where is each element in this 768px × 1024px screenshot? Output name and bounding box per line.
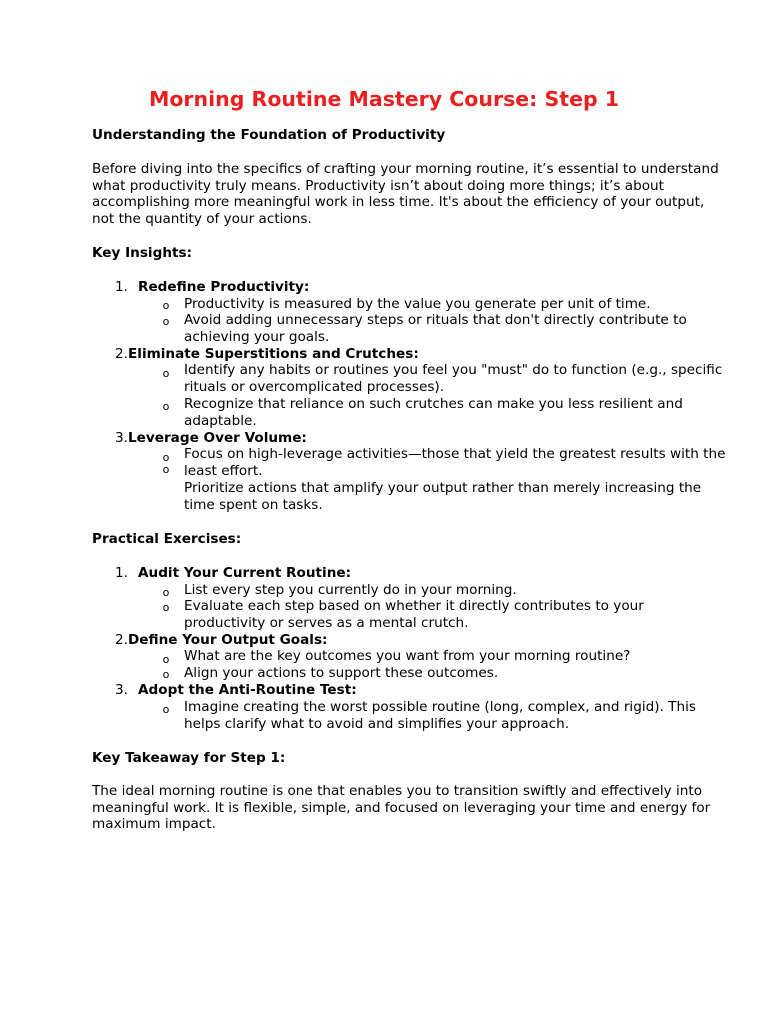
key-takeaway-heading: Key Takeaway for Step 1: bbox=[92, 750, 286, 766]
bullet-icon: o bbox=[162, 451, 170, 464]
intro-paragraph: Before diving into the specifics of crafting your morning routine, it’s essential to understand what productivity truly means. Productivity isn’t about doing more things; it’s about accomplishing more meaningful work in less time. It's about the efficiency of your output, not the quantity of your actions. bbox=[92, 161, 719, 227]
insight-2-bullet-1: Identify any habits or routines you feel you "must" do to function (e.g., specific rituals or overcomplicated processes). bbox=[184, 362, 723, 395]
exercise-1-bullet-1: List every step you currently do in your morning. bbox=[184, 582, 517, 598]
insight-3-bullet-2: Prioritize actions that amplify your output rather than merely increasing the time spent on tasks. bbox=[184, 480, 702, 513]
insight-3-bullet-1: Focus on high-leverage activities—those that yield the greatest results with the least effort. bbox=[184, 446, 726, 479]
bullet-icon: o bbox=[162, 653, 170, 666]
insight-1-number: 1. bbox=[115, 279, 128, 295]
exercise-3-number: 3. bbox=[115, 682, 128, 698]
bullet-icon: o bbox=[162, 668, 170, 681]
insight-3-label: Leverage Over Volume: bbox=[128, 430, 307, 446]
exercise-1-bullet-2: Evaluate each step based on whether it directly contributes to your productivity or serves as a mental crutch. bbox=[184, 598, 644, 631]
insight-3-number: 3. bbox=[115, 430, 128, 446]
takeaway-paragraph: The ideal morning routine is one that enables you to transition swiftly and effectively into meaningful work. It is flexible, simple, and focused on leveraging your time and energy for maximum impact. bbox=[92, 783, 711, 833]
bullet-icon: o bbox=[162, 400, 170, 413]
insight-1-label: Redefine Productivity: bbox=[138, 279, 310, 295]
insight-1-bullet-1: Productivity is measured by the value you generate per unit of time. bbox=[184, 296, 651, 312]
insight-2-label: Eliminate Superstitions and Crutches: bbox=[128, 346, 419, 362]
key-insights-heading: Key Insights: bbox=[92, 245, 193, 261]
page-title: Morning Routine Mastery Course: Step 1 bbox=[148, 87, 620, 111]
exercise-2-number: 2. bbox=[115, 632, 128, 648]
exercise-2-label: Define Your Output Goals: bbox=[128, 632, 328, 648]
exercise-3-label: Adopt the Anti-Routine Test: bbox=[138, 682, 357, 698]
bullet-icon: o bbox=[162, 299, 170, 312]
exercise-2-bullet-1: What are the key outcomes you want from your morning routine? bbox=[184, 648, 631, 664]
exercise-3-bullet-1: Imagine creating the worst possible routine (long, complex, and rigid). This helps clarify what to avoid and simplifies your approach. bbox=[184, 699, 696, 732]
insight-1-bullet-2: Avoid adding unnecessary steps or rituals that don't directly contribute to achieving your goals. bbox=[184, 312, 687, 345]
exercise-1-label: Audit Your Current Routine: bbox=[138, 565, 352, 581]
exercise-1-number: 1. bbox=[115, 565, 128, 581]
bullet-icon: o bbox=[162, 315, 170, 328]
practical-exercises-heading: Practical Exercises: bbox=[92, 531, 242, 547]
bullet-icon: o bbox=[162, 367, 170, 380]
bullet-icon: o bbox=[162, 463, 170, 476]
exercise-2-bullet-2: Align your actions to support these outcomes. bbox=[184, 665, 499, 681]
section-subtitle: Understanding the Foundation of Productivity bbox=[92, 127, 446, 143]
insight-2-number: 2. bbox=[115, 346, 128, 362]
bullet-icon: o bbox=[162, 586, 170, 599]
bullet-icon: o bbox=[162, 703, 170, 716]
bullet-icon: o bbox=[162, 601, 170, 614]
insight-2-bullet-2: Recognize that reliance on such crutches can make you less resilient and adaptable. bbox=[184, 396, 683, 429]
